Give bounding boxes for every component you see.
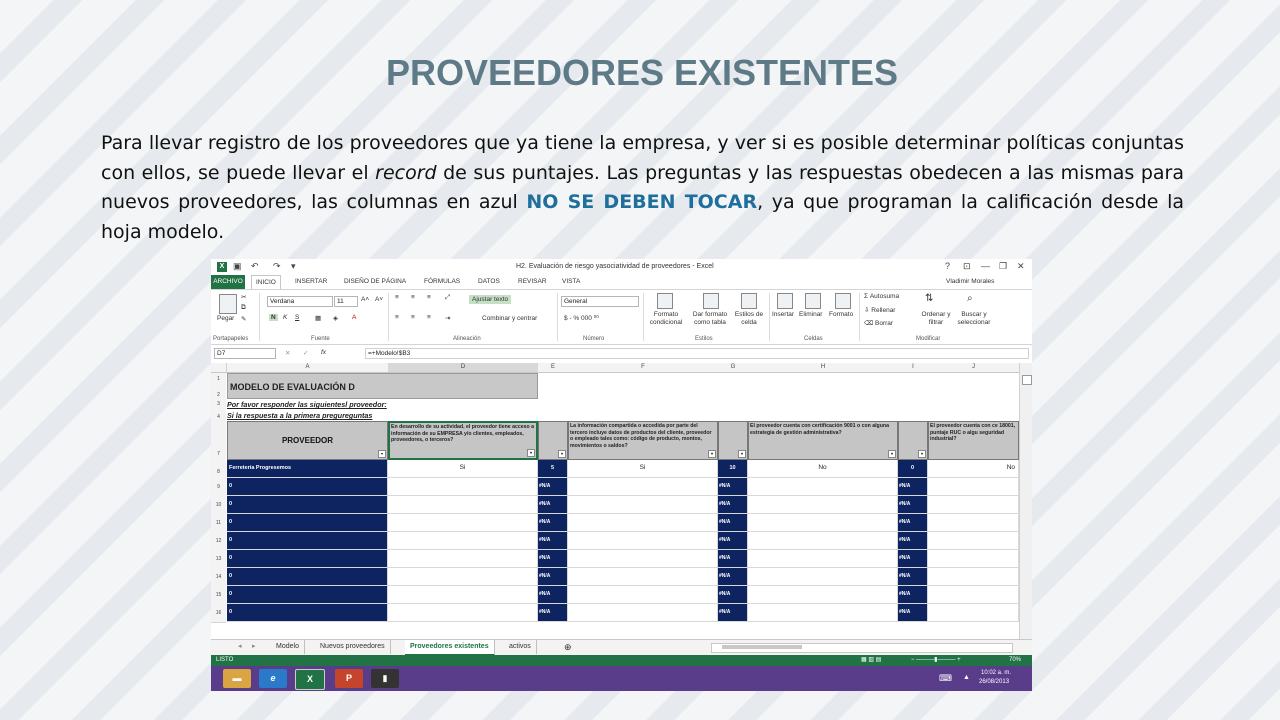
bold-button[interactable]: N: [271, 314, 276, 321]
align-top-icon[interactable]: ≡: [395, 294, 399, 301]
answer-cell[interactable]: [388, 496, 538, 514]
score-cell[interactable]: #N/A: [538, 514, 568, 532]
header-q4[interactable]: El proveedor cuenta con ce 18001, puntaje RUC o algu seguridad industrial?: [928, 421, 1019, 460]
excel-screenshot: [211, 259, 1032, 691]
sheet-tab-bar: [211, 639, 1032, 656]
header-i[interactable]: [898, 421, 928, 460]
score-cell[interactable]: #N/A: [538, 532, 568, 550]
tab-diseno-pagina[interactable]: DISEÑO DE PÁGINA: [344, 278, 407, 285]
format-cells-icon[interactable]: [835, 293, 851, 309]
row-header[interactable]: 4: [211, 410, 226, 422]
answer-cell[interactable]: [928, 496, 1019, 514]
answer-cell[interactable]: [388, 568, 538, 586]
excel-title-bar: [211, 259, 1032, 275]
score-cell[interactable]: #N/A: [718, 586, 748, 604]
answer-cell[interactable]: [928, 586, 1019, 604]
conditional-format-icon[interactable]: [657, 293, 673, 309]
vertical-scrollbar[interactable]: [1019, 363, 1032, 639]
provider-name-cell[interactable]: 0: [227, 604, 388, 622]
wrap-text-button[interactable]: Ajustar texto: [469, 295, 511, 304]
sheet-tab-modelo[interactable]: Modelo: [271, 640, 305, 654]
row-header[interactable]: 14: [211, 568, 226, 587]
fill-color-icon[interactable]: ◈: [333, 315, 338, 322]
answer-cell[interactable]: [568, 604, 718, 622]
format-table-button[interactable]: Dar formato como tabla: [692, 311, 728, 326]
answer-cell[interactable]: [568, 550, 718, 568]
answer-cell[interactable]: [568, 514, 718, 532]
answer-cell[interactable]: Si: [568, 460, 718, 478]
answer-cell[interactable]: [928, 532, 1019, 550]
internet-explorer-icon[interactable]: e: [259, 669, 287, 688]
header-proveedor[interactable]: [227, 421, 388, 460]
name-box[interactable]: D7: [214, 348, 276, 359]
conditional-format-button[interactable]: Formato condicional: [649, 311, 683, 326]
spreadsheet-grid: [211, 363, 1032, 639]
row-header[interactable]: 1: [211, 373, 226, 387]
group-celdas: Celdas: [804, 336, 823, 342]
group-estilos: Estilos: [695, 336, 713, 342]
fill-label: Rellenar: [871, 307, 896, 314]
answer-cell[interactable]: [568, 478, 718, 496]
tab-revisar[interactable]: REVISAR: [518, 278, 547, 285]
para-text-2: de sus puntajes. Las preguntas y las respuestas obedecen a las mismas para nuevos proveedores, las columnas en azul: [101, 161, 1184, 213]
formula-input[interactable]: =+Modelo!$B3: [365, 348, 1029, 359]
para-italic: record: [375, 161, 437, 184]
filter-dropdown-icon[interactable]: ▾: [708, 450, 716, 458]
answer-cell[interactable]: [928, 478, 1019, 496]
restore-icon[interactable]: ❐: [999, 261, 1008, 271]
row-header[interactable]: 12: [211, 532, 226, 551]
user-name[interactable]: Vladimir Morales: [946, 278, 995, 285]
zoom-slider[interactable]: − ———▮——— +: [911, 657, 961, 663]
underline-button[interactable]: S: [295, 314, 300, 321]
row-header[interactable]: 11: [211, 514, 226, 533]
clock-date[interactable]: 26/08/2013: [979, 679, 1010, 685]
instruction-2-part-a: Si la respuesta a la primera pregu: [227, 411, 343, 420]
delete-cells-icon[interactable]: [805, 293, 821, 309]
currency-icon[interactable]: $ - % 000 ⁰⁰: [564, 315, 599, 322]
score-cell[interactable]: 0: [898, 460, 928, 478]
sheet-tab-activos[interactable]: activos: [504, 640, 537, 654]
align-left-icon[interactable]: ≡: [395, 314, 399, 321]
score-cell[interactable]: #N/A: [898, 496, 928, 514]
answer-cell[interactable]: [388, 550, 538, 568]
filter-dropdown-icon[interactable]: ▾: [888, 450, 896, 458]
column-header-d[interactable]: D: [388, 363, 539, 373]
zoom-level[interactable]: 70%: [1009, 657, 1022, 663]
score-cell[interactable]: #N/A: [898, 550, 928, 568]
provider-name-cell[interactable]: 0: [227, 514, 388, 532]
clear-button[interactable]: ⌫ Borrar: [864, 320, 894, 327]
cell-styles-button[interactable]: Estilos de celda: [734, 311, 764, 326]
score-cell[interactable]: #N/A: [898, 478, 928, 496]
help-icon[interactable]: ?: [945, 261, 951, 271]
score-cell[interactable]: #N/A: [898, 568, 928, 586]
row-header[interactable]: 3: [211, 399, 226, 411]
fill-button[interactable]: ⇩ Rellenar: [864, 307, 896, 314]
ribbon-tabs: [211, 275, 1032, 289]
answer-cell[interactable]: [928, 604, 1019, 622]
grow-font-icon[interactable]: A˄: [361, 296, 370, 303]
score-cell[interactable]: 10: [718, 460, 748, 478]
provider-name-cell[interactable]: 0: [227, 496, 388, 514]
keyboard-icon[interactable]: ⌨: [939, 673, 952, 683]
italic-button[interactable]: K: [283, 314, 288, 321]
answer-cell[interactable]: [568, 568, 718, 586]
answer-cell[interactable]: No: [748, 460, 898, 478]
tab-inicio[interactable]: INICIO: [251, 275, 281, 289]
tab-insertar[interactable]: INSERTAR: [295, 278, 328, 285]
tab-datos[interactable]: DATOS: [478, 278, 500, 285]
header-e[interactable]: [538, 421, 568, 460]
powerpoint-taskbar-icon[interactable]: P: [335, 669, 363, 688]
undo-icon[interactable]: ↶: [251, 261, 259, 271]
new-sheet-icon[interactable]: ⊕: [564, 642, 572, 652]
row-header[interactable]: 15: [211, 586, 226, 605]
score-cell[interactable]: #N/A: [718, 496, 748, 514]
font-size-select[interactable]: 11: [334, 296, 358, 307]
status-text: LISTO: [216, 657, 234, 663]
find-select-icon[interactable]: ⌕: [967, 293, 973, 304]
score-cell[interactable]: #N/A: [898, 514, 928, 532]
delete-cells-button[interactable]: Eliminar: [799, 311, 823, 318]
align-bottom-icon[interactable]: ≡: [427, 294, 431, 301]
score-cell[interactable]: #N/A: [718, 532, 748, 550]
score-cell[interactable]: #N/A: [718, 568, 748, 586]
score-cell[interactable]: #N/A: [898, 604, 928, 622]
align-right-icon[interactable]: ≡: [427, 314, 431, 321]
number-format-select[interactable]: General: [561, 296, 639, 307]
file-explorer-icon[interactable]: ▬: [223, 669, 251, 688]
sort-filter-icon[interactable]: ⇅: [925, 293, 934, 304]
group-fuente: Fuente: [311, 336, 330, 342]
insert-function-icon[interactable]: fx: [321, 349, 327, 356]
group-numero: Número: [583, 336, 605, 342]
tab-vista[interactable]: VISTA: [562, 278, 581, 285]
group-alineacion: Alineación: [453, 336, 481, 342]
instruction-1-part-b: l proveedor:: [345, 400, 387, 409]
group-portapapeles: Portapapeles: [213, 336, 249, 342]
score-cell[interactable]: 5: [538, 460, 568, 478]
answer-cell[interactable]: [928, 550, 1019, 568]
media-taskbar-icon[interactable]: ▮: [371, 669, 399, 688]
row-header[interactable]: 16: [211, 604, 226, 623]
enter-formula-icon[interactable]: ✓: [303, 350, 309, 357]
align-center-icon[interactable]: ≡: [411, 314, 415, 321]
header-q2[interactable]: [568, 421, 718, 460]
sheet-tab-nuevos[interactable]: Nuevos proveedores: [315, 640, 391, 654]
shrink-font-icon[interactable]: A˅: [375, 296, 384, 303]
horizontal-scrollbar[interactable]: [711, 643, 1013, 653]
header-q3-label: El proveedor cuenta con certificación 9001 o con alguna estrategia de gestión administrativa?: [750, 423, 889, 436]
merge-center-button[interactable]: Combinar y centrar: [482, 315, 538, 322]
align-middle-icon[interactable]: ≡: [411, 294, 415, 301]
row-header[interactable]: 7: [211, 421, 226, 461]
column-header-i[interactable]: I: [898, 363, 929, 373]
score-cell[interactable]: #N/A: [898, 532, 928, 550]
answer-cell[interactable]: No: [928, 460, 1019, 478]
answer-cell[interactable]: [748, 550, 898, 568]
tray-expand-icon[interactable]: ▲: [963, 674, 970, 681]
customize-qat-icon[interactable]: ▾: [291, 261, 296, 271]
insert-cells-icon[interactable]: [777, 293, 793, 309]
answer-cell[interactable]: [388, 604, 538, 622]
instruction-1[interactable]: [227, 400, 387, 409]
taskbar: [211, 666, 1032, 691]
answer-cell[interactable]: [568, 532, 718, 550]
next-sheet-icon[interactable]: ▸: [252, 643, 256, 650]
clear-label: Borrar: [875, 320, 894, 327]
answer-cell[interactable]: [568, 586, 718, 604]
ribbon-display-icon[interactable]: ⊡: [963, 261, 971, 271]
score-cell[interactable]: #N/A: [718, 514, 748, 532]
window-title: H2. Evaluación de riesgo yasociatividad de proveedores - Excel: [516, 263, 714, 270]
instruction-2-part-b: reguntas: [342, 411, 373, 420]
indent-icon[interactable]: ⇥: [445, 315, 451, 322]
row-header[interactable]: 10: [211, 496, 226, 515]
provider-name-cell[interactable]: 0: [227, 568, 388, 586]
answer-cell[interactable]: [748, 568, 898, 586]
column-header-g[interactable]: G: [718, 363, 749, 373]
cancel-formula-icon[interactable]: ✕: [285, 350, 291, 357]
column-header-j[interactable]: J: [928, 363, 1020, 373]
cut-icon[interactable]: ✂: [241, 294, 247, 301]
answer-cell[interactable]: [388, 532, 538, 550]
column-header-a[interactable]: A: [227, 363, 389, 373]
tab-archivo[interactable]: ARCHIVO: [211, 275, 245, 289]
score-cell[interactable]: #N/A: [718, 478, 748, 496]
save-icon[interactable]: ▣: [233, 261, 242, 271]
select-all-corner[interactable]: [211, 363, 227, 373]
column-header-e[interactable]: E: [538, 363, 569, 373]
answer-cell[interactable]: [388, 586, 538, 604]
answer-cell[interactable]: [748, 478, 898, 496]
insert-cells-button[interactable]: Insertar: [772, 311, 795, 318]
filter-dropdown-icon[interactable]: ▾: [558, 450, 566, 458]
status-bar: [211, 655, 1032, 666]
score-cell[interactable]: #N/A: [898, 586, 928, 604]
row-header[interactable]: 9: [211, 478, 226, 497]
row-header[interactable]: 8: [211, 460, 226, 479]
row-header[interactable]: 2: [211, 386, 226, 400]
answer-cell[interactable]: [388, 478, 538, 496]
provider-name-cell[interactable]: 0: [227, 478, 388, 496]
scroll-thumb[interactable]: [1022, 375, 1032, 385]
filter-dropdown-icon[interactable]: ▾: [738, 450, 746, 458]
autosum-label: Autosuma: [869, 293, 900, 300]
header-q1[interactable]: [388, 421, 538, 460]
sheet-tab-existentes[interactable]: Proveedores existentes: [405, 640, 495, 656]
slide-paragraph: [101, 129, 1184, 247]
prev-sheet-icon[interactable]: ◂: [238, 643, 242, 650]
excel-app-icon: X: [217, 262, 227, 272]
answer-cell[interactable]: [748, 496, 898, 514]
header-g[interactable]: [718, 421, 748, 460]
column-header-h[interactable]: H: [748, 363, 899, 373]
sort-filter-button[interactable]: Ordenar y filtrar: [921, 311, 951, 326]
filter-dropdown-icon[interactable]: ▾: [378, 450, 386, 458]
answer-cell[interactable]: [928, 568, 1019, 586]
header-q2-label: La información compartida o accedida por parte del tercero incluye datos de productos del cliente, proveedor o empleado tales como: código de producto, montos, movimientos o saldos?: [570, 423, 712, 449]
header-q3[interactable]: [748, 421, 898, 460]
group-modificar: Modificar: [916, 336, 941, 342]
score-cell[interactable]: #N/A: [718, 550, 748, 568]
copy-icon[interactable]: ⧉: [241, 304, 246, 311]
answer-cell[interactable]: [748, 586, 898, 604]
para-text-3: , ya que programan la calificación desde la hoja modelo.: [101, 191, 1184, 243]
para-highlight: NO SE DEBEN TOCAR: [526, 191, 758, 213]
redo-icon[interactable]: ↷: [273, 261, 281, 271]
close-icon[interactable]: ✕: [1017, 261, 1025, 271]
answer-cell[interactable]: Si: [388, 460, 538, 478]
font-color-icon[interactable]: A: [352, 314, 357, 321]
score-cell[interactable]: #N/A: [718, 604, 748, 622]
format-table-icon[interactable]: [703, 293, 719, 309]
score-cell[interactable]: #N/A: [538, 496, 568, 514]
format-cells-button[interactable]: Formato: [829, 311, 854, 318]
header-proveedor-label: PROVEEDOR: [281, 436, 334, 445]
filter-dropdown-icon[interactable]: ▾: [527, 449, 535, 457]
score-cell[interactable]: #N/A: [538, 586, 568, 604]
paste-button[interactable]: Pegar: [217, 315, 235, 322]
view-normal-icon[interactable]: ▦ ▥ ▤: [861, 657, 882, 663]
para-text-1: Para llevar registro de los proveedores que ya tiene la empresa, y ver si es posible determinar políticas conjuntas con ellos, se puede llevar el: [101, 132, 1184, 184]
borders-icon[interactable]: ▦: [315, 315, 322, 322]
sheet-title[interactable]: MODELO DE EVALUACIÓN D: [227, 373, 538, 399]
provider-name-cell[interactable]: 0: [227, 586, 388, 604]
formula-bar: [211, 345, 1032, 364]
answer-cell[interactable]: [388, 514, 538, 532]
slide-title: PROVEEDORES EXISTENTES: [385, 52, 899, 93]
autosum-button[interactable]: Σ Autosuma: [864, 293, 900, 300]
font-name-select[interactable]: Verdana: [267, 296, 333, 307]
ribbon: [211, 289, 1032, 345]
instruction-2[interactable]: [227, 411, 372, 420]
score-cell[interactable]: #N/A: [538, 550, 568, 568]
instruction-1-part-a: Por favor responder las siguientes: [227, 400, 346, 409]
tab-formulas[interactable]: FÓRMULAS: [424, 278, 461, 285]
provider-name-cell[interactable]: Ferretería Progresemos: [227, 460, 388, 478]
score-cell[interactable]: #N/A: [538, 568, 568, 586]
header-q1-label: En desarrollo de su actividad, el proveedor tiene acceso a información de su EMPRESA y/o clientes, empleados, proveedores, o terceros?: [391, 424, 534, 443]
filter-dropdown-icon[interactable]: ▾: [918, 450, 926, 458]
minimize-icon[interactable]: —: [981, 261, 990, 271]
column-header-f[interactable]: F: [568, 363, 719, 373]
score-cell[interactable]: #N/A: [538, 478, 568, 496]
answer-cell[interactable]: [748, 604, 898, 622]
answer-cell[interactable]: [928, 514, 1019, 532]
provider-name-cell[interactable]: 0: [227, 550, 388, 568]
paste-icon[interactable]: [219, 294, 237, 314]
cell-styles-icon[interactable]: [741, 293, 757, 309]
answer-cell[interactable]: [748, 514, 898, 532]
find-select-button[interactable]: Buscar y seleccionar: [957, 311, 991, 326]
hscroll-thumb[interactable]: [722, 645, 802, 649]
provider-name-cell[interactable]: 0: [227, 532, 388, 550]
clock-time[interactable]: 10:02 a. m.: [981, 670, 1012, 676]
excel-taskbar-icon[interactable]: X: [295, 669, 325, 690]
orientation-icon[interactable]: ⤢: [445, 294, 451, 301]
score-cell[interactable]: #N/A: [538, 604, 568, 622]
answer-cell[interactable]: [568, 496, 718, 514]
row-header[interactable]: 13: [211, 550, 226, 569]
format-painter-icon[interactable]: ✎: [241, 316, 247, 323]
answer-cell[interactable]: [748, 532, 898, 550]
